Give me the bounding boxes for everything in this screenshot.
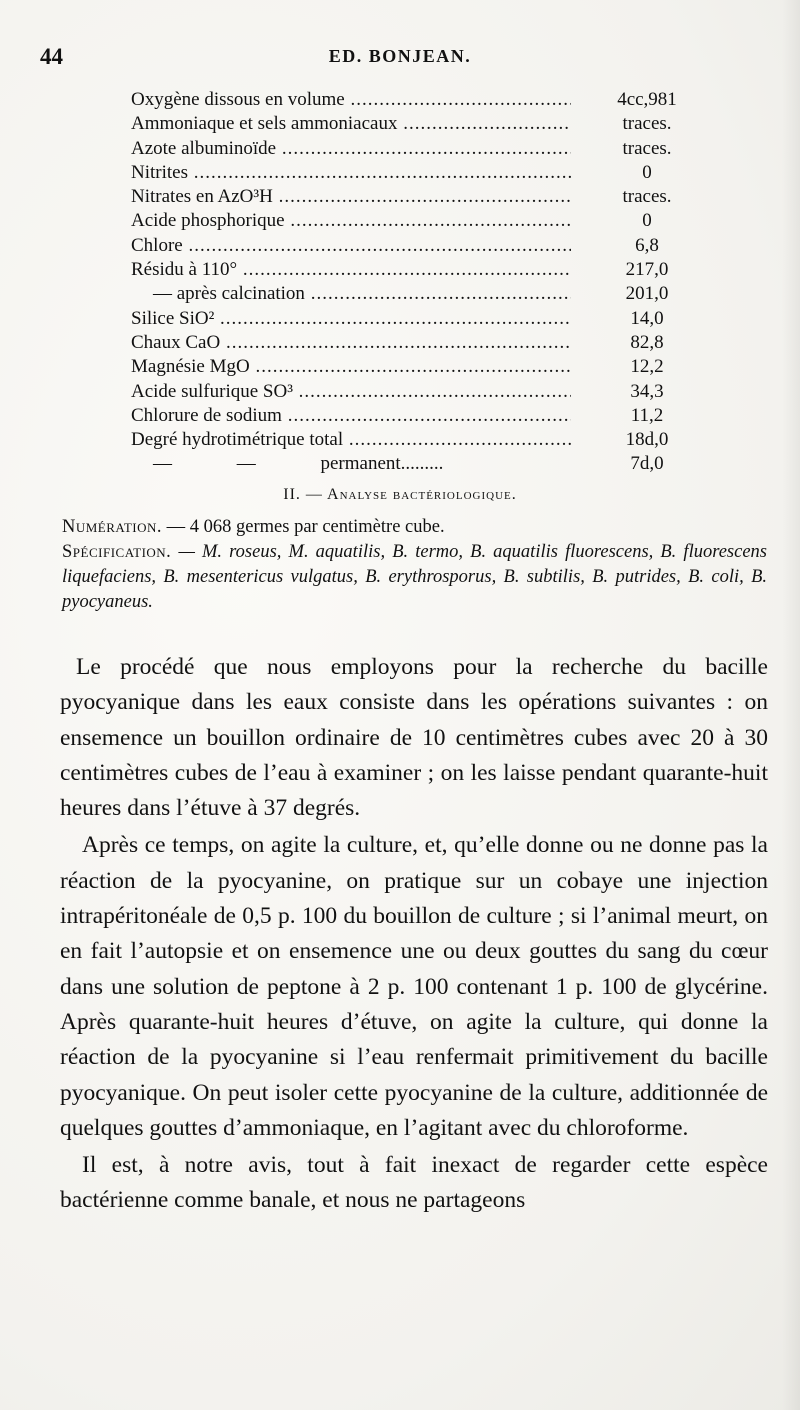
analysis-row xyxy=(131,404,691,428)
analysis-value: 14,0 xyxy=(630,307,664,329)
analysis-label: — — permanent......... xyxy=(153,453,444,475)
page-number: 44 xyxy=(40,44,63,69)
specification-line xyxy=(62,540,767,615)
analysis-label: Chlore ..... xyxy=(131,234,571,258)
analysis-row xyxy=(131,185,691,209)
analysis-value: 4cc,981 xyxy=(617,89,677,110)
analysis-row xyxy=(131,234,691,258)
analysis-row xyxy=(131,307,691,331)
analysis-row xyxy=(131,258,691,282)
analysis-label: Magnésie MgO ..... xyxy=(131,355,571,379)
section-title: II. — Analyse bactériologique. xyxy=(283,486,517,503)
analysis-row xyxy=(131,209,691,233)
analysis-value: traces. xyxy=(622,186,672,208)
analysis-value: traces. xyxy=(622,113,672,135)
analysis-label: Nitrates en AzO³H ..... xyxy=(131,185,571,209)
analysis-row xyxy=(131,282,691,306)
analysis-row xyxy=(131,112,691,136)
page-edge-shadow xyxy=(782,0,800,1410)
analysis-row xyxy=(131,161,691,185)
analysis-row xyxy=(131,428,691,452)
bacteriological-analysis xyxy=(62,515,767,615)
analysis-label: Nitrites ..... xyxy=(131,161,571,185)
specification-label: Spécification. xyxy=(62,542,172,562)
analysis-label: Degré hydrotimétrique total ..... xyxy=(131,428,571,452)
analysis-value: 201,0 xyxy=(625,283,669,305)
analysis-label: Acide phosphorique ..... xyxy=(131,209,571,233)
analysis-label: Silice SiO² ..... xyxy=(131,307,571,331)
analysis-label: Oxygène dissous en volume ..... xyxy=(131,88,571,112)
analysis-label: Acide sulfurique SO³ ..... xyxy=(131,380,571,404)
analysis-label: Résidu à 110° ..... xyxy=(131,258,571,282)
analysis-row xyxy=(131,88,691,112)
analysis-label: Chaux CaO ..... xyxy=(131,331,571,355)
analysis-value: traces. xyxy=(622,137,672,159)
running-head: ED. BONJEAN. xyxy=(328,46,472,66)
chemical-analysis-table xyxy=(131,88,691,477)
analysis-value: 0 xyxy=(642,161,652,183)
numeration-line xyxy=(62,515,767,540)
paragraph: Il est, à notre avis, tout à fait inexact de regarder cette espèce bactérienne comme banale, et nous ne partageons xyxy=(60,1152,768,1214)
analysis-row xyxy=(131,380,691,404)
paragraph: Après ce temps, on agite la culture, et, qu’elle donne ou ne donne pas la réaction de la pyocyanine, on pratique sur un cobaye une injection intrapéritonéale de 0,5 p. 100 du bouillon de culture ; si l’animal meurt, on en fait l’autopsie et on ensemence une ou deux gouttes du sang du cœur dans une solution de peptone à 2 p. 100 contenant 1 p. 100 de glycérine. Après quarante-huit heures d’étuve, on agite la culture, qui donne la réaction de la pyocyanine si l’eau renfermait primitivement du bacille pyocyanique. On peut isoler cette pyocyanine de la culture, additionnée de quelques gouttes d’ammoniaque, en l’agitant avec du chloroforme. xyxy=(60,832,768,1141)
body-text xyxy=(60,650,768,1221)
analysis-value: 18d,0 xyxy=(625,429,669,451)
analysis-label: Chlorure de sodium ..... xyxy=(131,404,571,428)
analysis-row xyxy=(131,355,691,379)
numeration-label: Numération. xyxy=(62,517,163,537)
analysis-label: Azote albuminoïde ..... xyxy=(131,137,571,161)
specification-text: — M. roseus, M. aquatilis, B. termo, B. aquatilis fluorescens, B. fluorescens liquefaciens, B. mesentericus vulgatus, B. erythrosporus, B. subtilis, B. putrides, B. coli, B. pyocyaneus. xyxy=(62,542,768,612)
analysis-row xyxy=(131,137,691,161)
analysis-value: 34,3 xyxy=(630,380,664,402)
analysis-value: 217,0 xyxy=(625,259,669,281)
page-header xyxy=(40,44,760,74)
analysis-row xyxy=(131,452,691,476)
analysis-value: 82,8 xyxy=(630,331,664,353)
analysis-value: 7d,0 xyxy=(630,453,664,475)
analysis-row xyxy=(131,331,691,355)
analysis-value: 11,2 xyxy=(630,404,664,426)
analysis-value: 6,8 xyxy=(635,234,659,256)
analysis-value: 0 xyxy=(642,210,652,232)
paragraph: Le procédé que nous employons pour la recherche du bacille pyocyanique dans les eaux consiste dans les opérations suivantes : on ensemence un bouillon ordinaire de 10 centimètres cubes avec 20 à 30 centimètres cubes de l’eau à examiner ; on les laisse pendant quarante-huit heures dans l’étuve à 37 degrés. xyxy=(60,654,768,822)
numeration-text: — 4 068 germes par centimètre cube. xyxy=(166,517,445,537)
analysis-label: Ammoniaque et sels ammoniacaux ..... xyxy=(131,112,571,136)
analysis-label: — après calcination ..... xyxy=(131,282,571,306)
analysis-value: 12,2 xyxy=(630,356,664,378)
